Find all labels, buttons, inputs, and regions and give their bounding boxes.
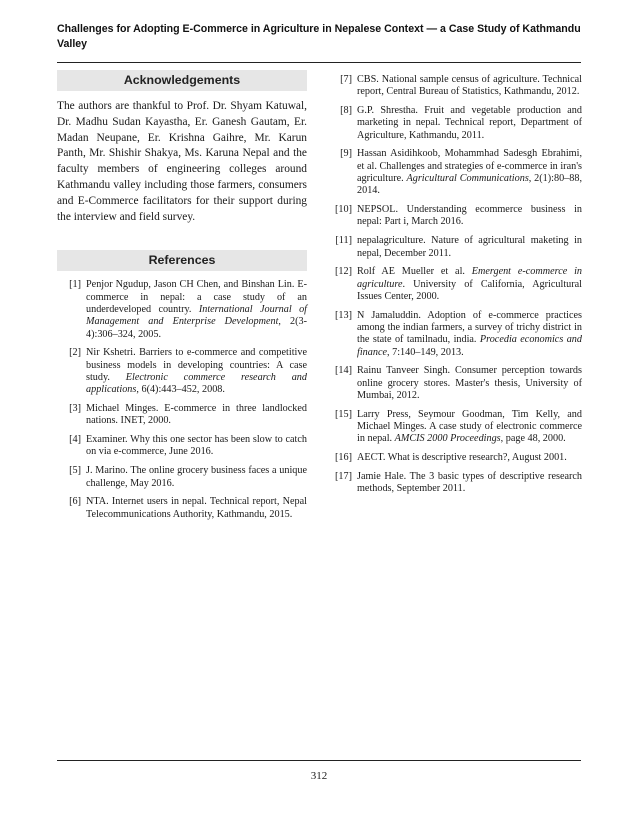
reference-text	[86, 279, 307, 340]
footer-rule	[57, 760, 581, 761]
reference-segment: , 2(3-4):306–324, 2005.	[86, 316, 307, 340]
reference-number: [11]	[335, 235, 352, 247]
reference-text	[357, 471, 582, 496]
reference-text	[86, 434, 307, 459]
header-rule	[57, 62, 581, 63]
reference-item	[330, 74, 582, 99]
reference-text	[357, 365, 582, 402]
reference-venue: Emergent e-commerce in agriculture	[357, 266, 582, 290]
reference-text	[86, 347, 307, 396]
reference-item	[330, 310, 582, 359]
reference-item	[57, 347, 307, 396]
reference-text	[86, 496, 307, 521]
reference-number: [9]	[340, 148, 352, 160]
reference-segment: J. Marino. The online grocery business faces a unique challenge, May 2016.	[86, 465, 307, 489]
reference-item	[330, 148, 582, 197]
reference-item	[57, 465, 307, 490]
reference-segment: Penjor Ngudup, Jason CH Chen, and Binshan Lin. E-commerce in nepal: a case study of an underdeveloped country.	[86, 279, 307, 315]
reference-venue: AMCIS 2000 Proceedings	[394, 433, 501, 445]
left-column	[57, 70, 307, 527]
reference-text	[357, 148, 582, 197]
acknowledgements-heading: Acknowledgements	[57, 70, 307, 91]
reference-segment: nepalagriculture. Nature of agricultural maketing in nepal, December 2011.	[357, 235, 582, 259]
reference-segment: Nir Kshetri. Barriers to e-commerce and competitive business models in developing countries: A case study.	[86, 347, 307, 383]
reference-segment: Larry Press, Seymour Goodman, Tim Kelly, and Michael Minges. A case study of electronic commerce in nepal.	[357, 408, 582, 445]
running-head: Challenges for Adopting E-Commerce in Agriculture in Nepalese Context — a Case Study of Kathmandu Valley	[57, 23, 581, 50]
references-heading: References	[57, 250, 307, 271]
reference-segment: Michael Minges. E-commerce in three landlocked nations. INET, 2000.	[86, 403, 307, 427]
reference-venue: International Journal of Management and Enterprise Development	[86, 303, 307, 328]
reference-text	[86, 403, 307, 428]
reference-text	[357, 105, 582, 142]
reference-text	[357, 266, 582, 303]
reference-item	[330, 105, 582, 142]
reference-item	[330, 266, 582, 303]
reference-segment: , 7:140–149, 2013.	[387, 346, 464, 358]
acknowledgements-text: The authors are thankful to Prof. Dr. Shyam Katuwal, Dr. Madhu Sudan Kayastha, Er. Ganesh Gautam, Er. Madan Neupane, Er. Krishna Gaihre, Mr. Karun Panth, Mr. Shishir Shakya, Ms. Karuna Nepal and the faculty members of engineering colleges around Kathmandu valley including those farmers, consumers and E-Commerce facilitators for their support during the interview and field survey.	[57, 100, 307, 223]
reference-segment: , 6(4):443–452, 2008.	[136, 384, 225, 396]
reference-text	[357, 409, 582, 446]
reference-number: [13]	[335, 309, 352, 321]
reference-segment: G.P. Shrestha. Fruit and vegetable production and marketing in nepal. Technical report, Department of Agriculture, Kathmandu, 2011.	[357, 105, 582, 141]
reference-text	[357, 235, 582, 260]
reference-segment: . University of California, Agricultural Issues Center, 2000.	[357, 278, 582, 302]
reference-number: [15]	[335, 408, 352, 420]
reference-venue: Agricultural Communications	[406, 173, 529, 185]
reference-segment: AECT. What is descriptive research?, August 2001.	[357, 452, 567, 464]
reference-number: [10]	[335, 204, 352, 216]
reference-text	[86, 465, 307, 490]
reference-venue: Electronic commerce research and applications	[86, 371, 307, 396]
reference-text	[357, 452, 582, 464]
page-number: 312	[310, 770, 328, 782]
reference-item	[57, 279, 307, 340]
reference-segment: Jamie Hale. The 3 basic types of descriptive research methods, September 2011.	[357, 471, 582, 495]
reference-venue: Procedia economics and finance	[357, 334, 582, 358]
reference-text	[357, 204, 582, 229]
reference-item	[330, 235, 582, 260]
reference-number: [6]	[69, 496, 81, 508]
reference-segment: , page 48, 2000.	[500, 433, 566, 445]
reference-item	[57, 434, 307, 459]
reference-segment: NEPSOL. Understanding ecommerce business in nepal: Part i, March 2016.	[357, 204, 582, 228]
reference-text	[357, 74, 582, 99]
reference-number: [4]	[69, 434, 81, 446]
reference-item	[330, 452, 582, 464]
reference-segment: , 2(1):80–88, 2014.	[357, 173, 582, 197]
reference-number: [1]	[69, 279, 81, 291]
reference-item	[57, 403, 307, 428]
reference-item	[330, 409, 582, 446]
reference-segment: NTA. Internet users in nepal. Technical report, Nepal Telecommunications Authority, Kathmandu, 2015.	[86, 496, 307, 520]
right-column	[330, 74, 582, 502]
reference-item	[57, 496, 307, 521]
reference-number: [5]	[69, 465, 81, 477]
reference-number: [2]	[69, 347, 81, 359]
reference-list-right	[330, 74, 582, 496]
reference-segment: Hassan Asidihkoob, Mohammhad Sadesgh Ebrahimi, et al. Challenges and strategies of e-commerce in iran's agriculture.	[357, 148, 582, 185]
reference-number: [3]	[69, 403, 81, 415]
reference-number: [17]	[335, 471, 352, 483]
reference-item	[330, 204, 582, 229]
reference-number: [12]	[335, 266, 352, 278]
reference-item	[330, 365, 582, 402]
reference-number: [7]	[340, 74, 352, 85]
reference-list-left	[57, 279, 307, 521]
reference-segment: Rolf AE Mueller et al.	[357, 266, 472, 278]
reference-segment: Examiner. Why this one sector has been slow to catch on via e-commerce, June 2016.	[86, 434, 307, 458]
reference-segment: N Jamaluddin. Adoption of e-commerce practices among the indian farmers, a survey of trichy district in the state of tamilnadu, india.	[357, 309, 582, 346]
reference-number: [8]	[340, 105, 352, 117]
reference-number: [16]	[335, 452, 352, 464]
reference-text	[357, 310, 582, 359]
reference-segment: CBS. National sample census of agriculture. Technical report, Central Bureau of Statistics, Kathmandu, 2012.	[357, 74, 582, 98]
reference-segment: Rainu Tanveer Singh. Consumer perception towards online grocery stores. Master's thesis, University of Mumbai, 2012.	[357, 365, 582, 402]
reference-number: [14]	[335, 365, 352, 377]
reference-item	[330, 471, 582, 496]
